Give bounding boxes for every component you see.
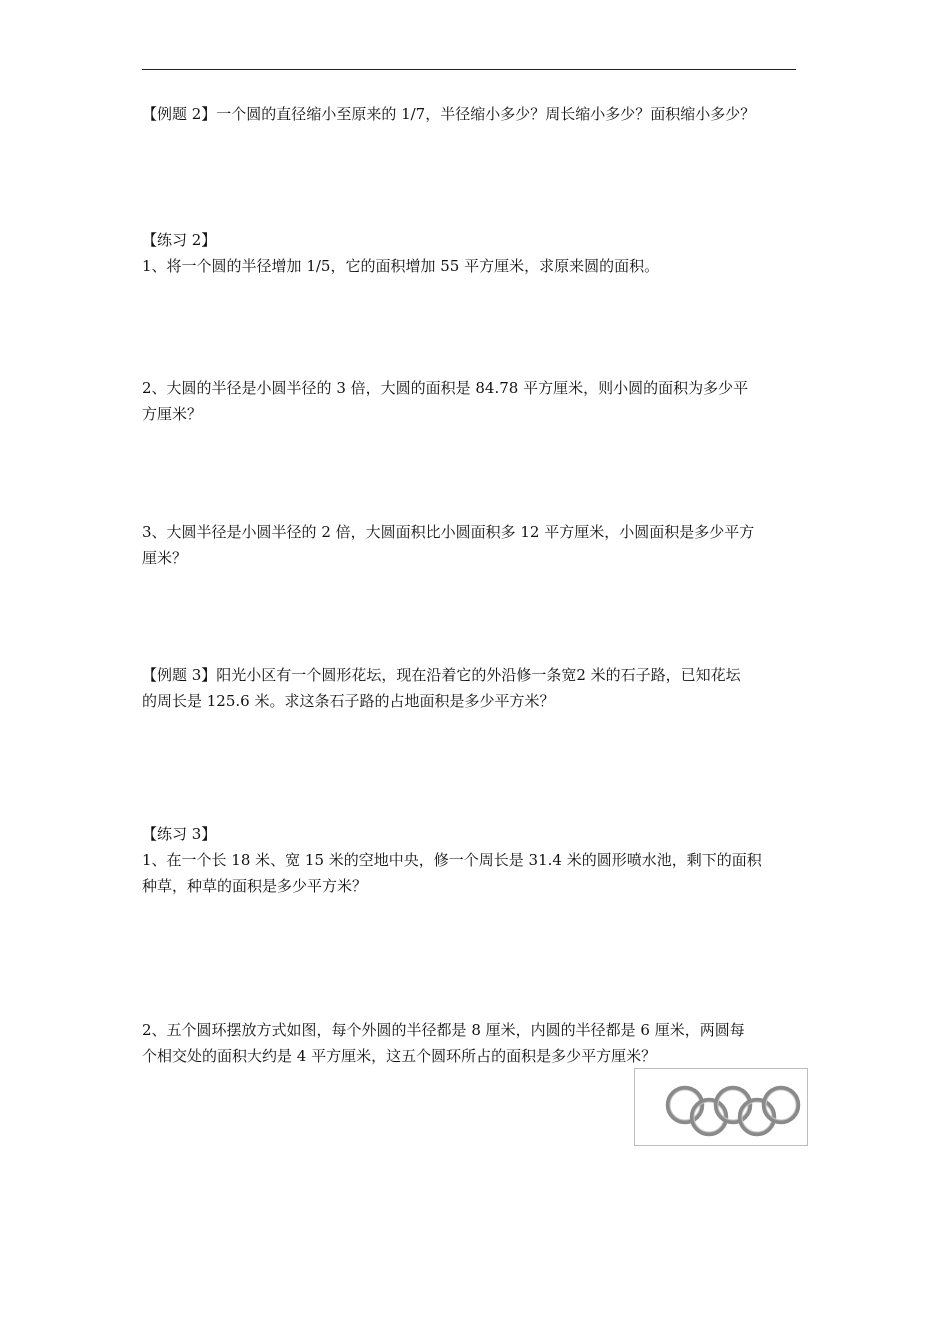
practice-2-question-2-line-1: 2、大圆的半径是小圆半径的 3 倍，大圆的面积是 84.78 平方厘米，则小圆的面积为多少平 <box>142 379 749 397</box>
practice-2-question-3-line-1: 3、大圆半径是小圆半径的 2 倍，大圆面积比小圆面积多 12 平方厘米，小圆面积是多少平方 <box>142 523 755 541</box>
practice-2-heading: 【练习 2】 <box>142 231 217 249</box>
practice-2-question-2-line-2: 方厘米？ <box>142 405 203 423</box>
header-rule <box>142 69 796 70</box>
practice-3-question-2-line-2: 个相交处的面积大约是 4 平方厘米，这五个圆环所占的面积是多少平方厘米？ <box>142 1047 657 1065</box>
practice-2-question-1: 1、将一个圆的半径增加 1/5，它的面积增加 55 平方厘米，求原来圆的面积。 <box>142 257 660 275</box>
five-rings-icon <box>635 1069 807 1145</box>
five-rings-figure <box>634 1068 808 1146</box>
practice-3-question-1-line-2: 种草，种草的面积是多少平方米？ <box>142 877 368 895</box>
practice-3-heading: 【练习 3】 <box>142 825 217 843</box>
example-3-line-2: 的周长是 125.6 米。求这条石子路的占地面积是多少平方米？ <box>142 692 555 710</box>
example-3-line-1: 【例题 3】阳光小区有一个圆形花坛，现在沿着它的外沿修一条宽2 米的石子路，已知花坛 <box>142 666 741 684</box>
example-2-text: 【例题 2】一个圆的直径缩小至原来的 1/7，半径缩小多少？周长缩小多少？面积缩小多少？ <box>142 105 756 123</box>
practice-3-question-2-line-1: 2、五个圆环摆放方式如图，每个外圆的半径都是 8 厘米，内圆的半径都是 6 厘米，两圆每 <box>142 1021 745 1039</box>
practice-3-question-1-line-1: 1、在一个长 18 米、宽 15 米的空地中央，修一个周长是 31.4 米的圆形喷水池，剩下的面积 <box>142 851 762 869</box>
practice-2-question-3-line-2: 厘米？ <box>142 549 188 567</box>
